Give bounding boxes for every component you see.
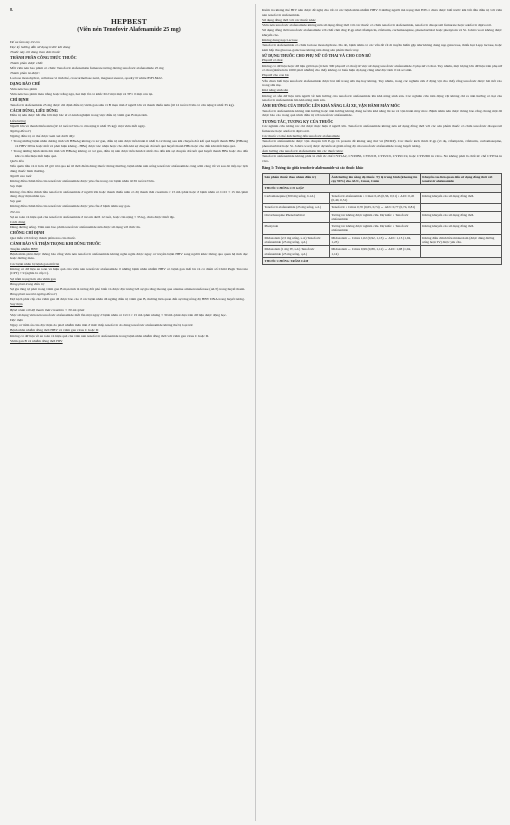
warn-sub-7: Bệnh nhân nhiễm đồng thời HBV và viêm gan virus C hoặc D xyxy=(10,328,99,333)
children-text: Sự an toàn và hiệu quả của tenofovir alafenamide ở trẻ em dưới 12 tuổi, hoặc cân nặng < 35 kg, chưa được thiết lập. xyxy=(10,214,175,219)
indication-text: Tenofovir alafenamide 25 mg được chỉ định điều trị viêm gan siêu vi B mạn tính ở người lớn và thanh thiếu niên (từ 12 tuổi trở lên có cân nặng ít nhất 35 kg). xyxy=(10,102,235,107)
page-number: 8. xyxy=(10,7,13,12)
warn-text-2: Không có dữ liệu an toàn và hiệu quả của viên nén tenofovir alafenamide ở những bệnh nhân nhiễm HBV có bệnh gan mất bù và có điểm số Child Pugh Turcotte (CPT) > 9 (nghĩa là cấp C). xyxy=(10,266,248,276)
fertility-text: Không có sẵn dữ liệu trên người về ảnh hưởng của tenofovir alafenamide lên khả năng sinh sản. Các nghiên cứu trên động vật không chỉ ra ảnh hưởng có hại của tenofovir alafenamide lên khả năng sinh sản. xyxy=(262,93,502,103)
table-header-drug: Sản phẩm thuốc theo nhóm điều trị xyxy=(263,173,330,185)
note-keep-away: Để xa tầm tay trẻ em xyxy=(10,39,40,44)
left-column xyxy=(10,8,248,344)
warn-text-5: Việc sử dụng viên nén tenofovir alafenamide mỗi lần một ngày ở bệnh nhân có CrCl ≥ 15 mL/phút nhưng < 30 mL/phút dựa trên dữ liệu dược động học. xyxy=(10,312,227,317)
warn-sub-6: Độc thận xyxy=(10,318,24,323)
stop-bullet-2: • Trong những bệnh nhân âm tính với HBeAg không có xơ gan, điều trị nên được tiến hành ít nhất cho đến khi sự chuyển đổi kết quả huyết thanh HBs hoặc cho đến khi có dấu hiệu mất hiệu quả. xyxy=(11,149,248,158)
active-text: Mỗi viên nén bao phim có chứa: Tenofovir alafenamide fumarate tương đương tenofovir alafenamide 25 mg xyxy=(10,65,164,70)
warn-sub-4: Bùng phát sau khi ngừng điều trị xyxy=(10,292,57,297)
table-cell-drug: Tenofovir alafenamide (25 mg uống, s.d.) xyxy=(263,204,330,211)
warn-text-1: Bệnh nhân phải được thông báo rằng viên nén tenofovir alafenamide không ngăn ngừa được nguy cơ truyền bệnh HBV sang người khác thông qua quan hệ tình dục hoặc đường máu. xyxy=(10,251,248,261)
warn-sub-8: Viêm gan B và nhiễm đồng thời HIV xyxy=(10,338,63,343)
elderly-label: Người cao tuổi xyxy=(10,173,32,178)
admin-text: Dùng đường uống. Viên nén bao phim tenofovir alafenamide nên được sử dụng với thức ăn. xyxy=(10,225,141,230)
contra-text: Quá mẫn với bất kỳ thành phần nào của thuốc. xyxy=(10,235,77,240)
active-label: Thành phần dược chất: xyxy=(10,60,44,65)
pregnancy-heading: SỬ DỤNG THUỐC CHO PHỤ NỮ CÓ THAI VÀ CHO CON BÚ xyxy=(262,53,371,58)
stop-label: Ngừng điều trị xyxy=(10,129,31,134)
excipient-label: Thành phần tá dược: xyxy=(10,71,40,76)
table-cell-effect: Tương tác không được nghiên cứu. Dự kiến: ↓ Tenofovir alafenamide xyxy=(329,211,420,223)
composition-heading: THÀNH PHẦN CÔNG THỨC THUỐC xyxy=(10,56,77,61)
stop-intro: Ngừng điều trị có thể được xem xét dưới đây: xyxy=(10,134,75,139)
warn-text-7: Không có dữ liệu về an toàn và hiệu quả của viên nén tenofovir alafenamide trong bệnh nhân nhiễm đồng thời với viêm gan virus C hoặc D. xyxy=(10,333,210,338)
table-section-row xyxy=(263,257,502,264)
warn-sub-3: Sự trầm trọng hơn của viêm gan xyxy=(10,276,56,281)
table-cell-advice: Không khuyến cáo sử dụng đồng thời. xyxy=(420,192,501,204)
table-row xyxy=(263,223,502,235)
warn-text-4: Đợt kịch phát cấp của viêm gan đã được báo cáo ở các bệnh nhân đã ngừng điều trị viêm gan B, thường liên quan đến sự tăng nồng độ HBV DNA trong huyết tương. xyxy=(10,297,245,302)
table-row xyxy=(263,211,502,223)
note-prescription: Thuốc này chỉ dùng theo đơn thuốc xyxy=(10,49,61,54)
warnings-heading: CẢNH BÁO VÀ THẬN TRỌNG KHI DÙNG THUỐC xyxy=(10,242,101,246)
contra-heading: CHỐNG CHỈ ĐỊNH xyxy=(10,231,45,236)
table-header-row xyxy=(263,173,502,185)
table-section-anticonvulsants: THUỐC CHỐNG CO GIẬT xyxy=(263,185,502,192)
lactose-text: Tenofovir alafenamide có chứa lactose monohydrate. Do đó, bệnh nhân có các vấn đề về di truyền hiếm gặp như không dung nạp galactose, thiếu hụt Lapp lactase, hoặc kém hấp thu glucose-galactose không nên dùng sản phẩm thuốc này. xyxy=(262,43,502,52)
table-caption: Bảng 1: Tương tác giữa tenofovir alafenamide và các thuốc khác xyxy=(262,166,364,171)
hiv-intro-text: Kiểm tra kháng thể HIV nên được đề nghị cho tất cả các bệnh nhân nhiễm HBV ở những người mà trạng thái HIV-1 chưa được biết trước khi bắt đầu điều trị với viên nén tenofovir alafenamide. xyxy=(262,8,502,17)
driving-text: Tenofovir alafenamide không ảnh hưởng hoặc ảnh hưởng không đáng kể lên khả năng lái xe và vận hành máy móc. Bệnh nhân nên được thông báo rằng chóng mặt đã được báo cáo trong quá trình điều trị với tenofovir alafenamide. xyxy=(262,108,502,118)
warn-sub-1: Truyền nhiễm HBV xyxy=(10,246,39,251)
dose-label: Liều lượng xyxy=(10,118,26,123)
children-label: Trẻ em xyxy=(10,209,20,214)
interaction-table xyxy=(262,173,502,265)
indication-heading: CHỈ ĐỊNH xyxy=(10,98,29,103)
hepatic-text: Không điều chỉnh liều của tenofovir alafenamide được yêu cầu ở bệnh nhân suy gan. xyxy=(10,204,131,209)
table-row xyxy=(263,192,502,204)
table-cell-effect: Tenofovir ↓ Cmax 0,70 (0,65, 0,74) ↔ AUC 0,77 (0,74, 0,81) xyxy=(329,204,420,211)
table-cell-drug: Phenytoin xyxy=(263,223,330,235)
missed-text: Nếu quên liều và ít hơn 18 giờ trôi qua kể từ thời điểm dùng thuốc thông thường, bệnh nhân nên uống tenofovir alafenamide càng sớm càng tốt và sau đó tiếp tục lịch dùng thuốc bình thường. xyxy=(10,164,248,173)
dose-text: Người lớn và thanh thiếu niên (từ 12 tuổi trở lên có cân nặng ít nhất 35 kg): một viên mỗi ngày. xyxy=(10,123,146,128)
elderly-text: Không điều chỉnh liều của tenofovir alafenamide được yêu cầu trong các bệnh nhân từ 65 tuổi trở lên. xyxy=(10,179,155,184)
dosage-intro: Điều trị nên được bắt đầu bởi một bác sĩ có kinh nghiệm trong việc điều trị viêm gan B mạn tính. xyxy=(10,113,148,118)
stop-bullet-1: • Trong những bệnh nhân dương tính với HBeAg không có xơ gan, điều trị nên được tiến hành ít nhất 6-12 tháng sau khi chuyển đổi kết quả huyết thanh HBe (HBeAg và HBV DNA hoặc mất và phát hiện kháng - HBe) được xác nhận hoặc cho đến khi sự chuyển đổi kết quả huyết thanh HBs hoặc cho đến khi mất hiệu quả. xyxy=(11,139,248,148)
interactions-heading: TƯƠNG TÁC, TƯƠNG KỴ CỦA THUỐC xyxy=(262,119,334,124)
interactions-text-3: Tenofovir alafenamide không phải là chất ức chế CYP1A2, CYP2B6, CYP2C8, CYP2C9, CYP2C19, hoặc CYP2D6 in vitro. Nó không phải là chất ức chế CYP3A in vivo. xyxy=(262,154,502,163)
table-row xyxy=(263,234,502,246)
breastfeeding-text: Vẫn chưa biết liệu tenofovir alafenamide được bài tiết trong sữa mẹ hay không. Tuy nhiên, trong các nghiên cứu ở động vật cho thấy rằng tenofovir được bài tiết vào trong sữa mẹ. xyxy=(262,78,502,88)
warn-text-6: Nguy cơ tiềm ẩn của độc thận do phơi nhiễm mãn tính ở mức thấp tenofovir do dùng tenofovir alafenamide không thể bị loại trừ. xyxy=(10,323,194,328)
breastfeeding-sub: Phụ nữ cho con bú xyxy=(262,73,289,78)
form-text-2: Viên nén bao phim màu trắng hoặc trắng ngà, hai mặt lồi có khắc M ở một mặt và TF1 ở mặt còn lại. xyxy=(10,92,154,97)
warn-sub-5: Suy thận xyxy=(10,302,23,307)
table-cell-advice: Không khuyến cáo sử dụng đồng thời. xyxy=(420,223,501,235)
warn-sub-3b: Bùng phát trong điều trị xyxy=(10,281,45,286)
product-subtitle: (Viên nén Tenofovir Alafenamide 25 mg) xyxy=(77,26,181,33)
renal-label: Suy thận xyxy=(10,184,23,189)
form-heading: DẠNG BÀO CHẾ xyxy=(10,82,41,87)
table-cell-advice: Không khuyến cáo sử dụng đồng thời. xyxy=(420,211,501,223)
right-column xyxy=(262,8,502,265)
excipient-text: Lactose monohydrat, cellulose vi tinh thể, croscarmellose natri, magnesi stearat, opadry II white 85F18422. xyxy=(10,76,163,81)
table-cell-drug: Midazolam (1 mg IV, s.d.) Tenofovir alafenamide (25 mg uống, q.d.) xyxy=(263,246,330,258)
table-cell-advice xyxy=(420,204,501,211)
table-cell-drug: Oxcarbazepine Phenobarbital xyxy=(263,211,330,223)
column-divider xyxy=(255,4,256,821)
table-row xyxy=(263,204,502,211)
coadmin-sub: Sử dụng đồng thời với các thuốc khác xyxy=(262,17,316,22)
table-header-effect: Ảnh hưởng lên nồng độ thuốc. Tỷ lệ trung bình (khoảng tin cậy 90%) cho AUC, Cmax, Cmin xyxy=(329,173,420,185)
coadmin-text-2: Sử dụng đồng thời tenofovir alafenamide với chất cảm ứng P-gp như rifampicin, rifabutin, carbamazepine, phenobarbital hoặc phenytoin và St. John's wort không được khuyến cáo. xyxy=(262,28,502,37)
renal-text: Không cần điều chỉnh liều tenofovir alafenamide ở người lớn hoặc thanh thiếu niên có độ thanh thải creatinin ≥ 15 mL/phút hoặc ở bệnh nhân có CrCl < 15 mL/phút đang chạy thận nhân tạo. xyxy=(10,189,248,199)
interactions-sub: Các thuốc có thể ảnh hưởng đến tenofovir alafenamide xyxy=(262,133,340,138)
note-read-leaflet: Đọc kỹ hướng dẫn sử dụng trước khi dùng xyxy=(10,44,71,49)
coadmin-text: Viên nén tenofovir alafenamide không nên sử dụng đồng thời với các thuốc có chứa tenofovir alafenamide, tenofovir disoproxil fumarate hoặc adefovir dipivoxil. xyxy=(262,22,492,27)
warn-sub-2: Các bệnh nhân bị bệnh gan mất bù xyxy=(10,261,60,266)
table-row xyxy=(263,246,502,258)
warn-text-3: Sự gia tăng tự phát trong viêm gan B mạn tính là tương đối phổ biến và được đặc trưng bởi sự gia tăng thoáng qua alanine aminotransferase (ALT) trong huyết thanh. xyxy=(10,286,246,291)
fertility-sub: Khả năng sinh sản xyxy=(262,88,289,93)
missed-label: Quên liều xyxy=(10,158,24,163)
table-section-row xyxy=(263,185,502,192)
driving-heading: ẢNH HƯỞNG CỦA THUỐC LÊN KHẢ NĂNG LÁI XE, VẬN HÀNH MÁY MÓC xyxy=(262,104,401,109)
interactions-text-2: Tenofovir alafenamide được vận chuyển bởi P-gp và protein đề kháng ung thư vú (BCRP). Các thuốc kích thích P-gp (ví dụ, rifampicin, rifabutin, carbamazepine, phenobarbital hoặc St. John's wort) được dự kiến sẽ giảm nồng độ của tenofovir alafenamide trong huyết tương. xyxy=(262,139,502,148)
interactions-sub-2: Ảnh hưởng của tenofovir alafenamide lên các thuốc khác xyxy=(262,148,344,153)
table-cell-advice xyxy=(420,246,501,258)
table-section-antidepressants: THUỐC CHỐNG TRẦM CẢM xyxy=(263,257,502,264)
pregnancy-text: Không có dữ liệu hoặc dữ liệu giới hạn (ít hơn 300 phụ nữ có thai) từ việc sử dụng tenofovir alafenamide ở phụ nữ có thai. Tuy nhiên, một lượng lớn dữ liệu trên phụ nữ có thai (nhiều hơn 1000 phơi nhiễm) cho thấy không có biểu hiện dị dạng cũng như độc tính ở trẻ sơ sinh. xyxy=(262,63,502,73)
table-cell-advice: Không điều chỉnh liều midazolam (được dùng đường uống hoặc IV) được yêu cầu. xyxy=(420,234,501,246)
table-cell-effect: Midazolam ↔ Cmax 1,02 (0,92, 1,13) ↔ AUC 1,13 (1,04, 1,23) xyxy=(329,234,420,246)
table-cell-effect: Tương tác không được nghiên cứu. Dự kiến: ↓ Tenofovir alafenamide xyxy=(329,223,420,235)
table-cell-effect: Tenofovir alafenamide ↓ Cmax 0,43 (0,36, 0,51) ↓ AUC 0,45 (0,40, 0,51) xyxy=(329,192,420,204)
table-cell-drug: Carbamazepine (300 mg uống, b.i.d.) xyxy=(263,192,330,204)
table-header-advice: Khuyến cáo liên quan đến sử dụng đồng thời với tenofovir alafenamide xyxy=(420,173,501,185)
form-text-1: Viên nén bao phim xyxy=(10,86,37,91)
table-cell-drug: Midazolam (2,5 mg uống, s.d.) Tenofovir alafenamide (25 mg uống, q.d.) xyxy=(263,234,330,246)
admin-label: Cách dùng xyxy=(10,220,26,225)
dosage-heading: CÁCH DÙNG, LIỀU DÙNG xyxy=(10,108,58,113)
lactose-sub: Không dung nạp Lactose xyxy=(262,37,298,42)
table-cell-effect: Midazolam ↔ Cmax 0,99 (0,89, 1,11) ↔ AUC 1,08 (1,04, 1,14) xyxy=(329,246,420,258)
hepatic-label: Suy gan xyxy=(10,199,22,204)
pregnancy-sub: Phụ nữ có thai xyxy=(262,58,283,63)
warn-sub-5b: Bệnh nhân với độ thanh thải creatinin < 30 mL/phút xyxy=(10,307,85,312)
product-title: HEPBEST xyxy=(111,16,147,26)
interactions-text: Các nghiên cứu tương tác chỉ được thực hiện ở người lớn. Tenofovir alafenamide không nên sử dụng đồng thời với các sản phẩm thuốc có chứa tenofovir disoproxil fumarate hoặc adefovir dipivoxil. xyxy=(262,124,502,133)
